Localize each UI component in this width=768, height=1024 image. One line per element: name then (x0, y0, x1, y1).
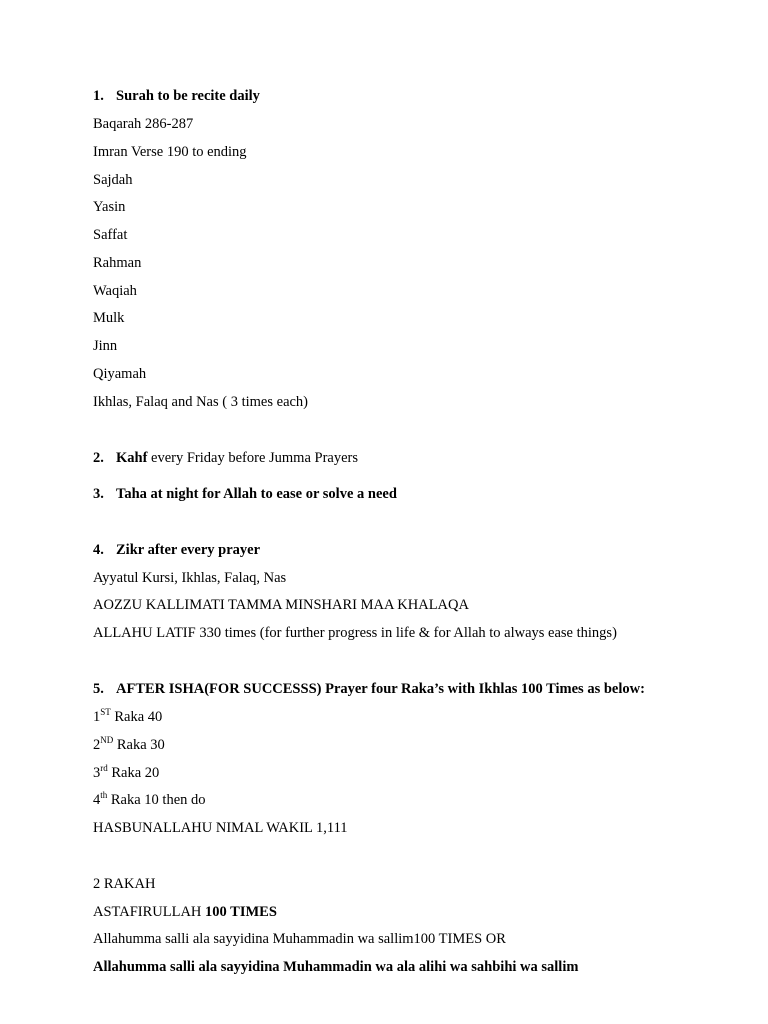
list-item: Sajdah (93, 172, 133, 188)
raka-line (93, 764, 159, 782)
astafirullah-count: 100 TIMES (205, 904, 277, 920)
list-item: Imran Verse 190 to ending (93, 144, 247, 160)
section-5-heading (93, 680, 645, 698)
section-3-heading (93, 485, 397, 503)
section-3-number: 3. (93, 486, 104, 502)
raka-number: 3 (93, 765, 101, 781)
raka-text: Raka 10 then do (107, 792, 206, 808)
raka-line (93, 736, 165, 754)
raka-ordinal: rd (100, 763, 108, 773)
section-5-number: 5. (93, 681, 104, 697)
raka-ordinal: ST (100, 707, 111, 717)
list-item: Ikhlas, Falaq and Nas ( 3 times each) (93, 394, 309, 410)
list-item: ALLAHU LATIF 330 times (for further progress in life & for Allah to always ease things) (93, 625, 617, 641)
section-3-title: Taha at night for Allah to ease or solve a need (116, 486, 397, 502)
list-item: Waqiah (93, 283, 137, 299)
astafirullah-line (93, 903, 277, 921)
list-item: AOZZU KALLIMATI TAMMA MINSHARI MAA KHALAQA (93, 597, 469, 613)
raka-text: Raka 40 (110, 709, 163, 725)
section-1-number: 1. (93, 88, 104, 104)
raka-number: 4 (93, 792, 101, 808)
raka-text: Raka 30 (113, 737, 165, 753)
list-item: Qiyamah (93, 366, 147, 382)
raka-number: 2 (93, 737, 101, 753)
section-5-title: AFTER ISHA(FOR SUCCESSS) Prayer four Raka’s with Ikhlas 100 Times as below: (116, 681, 645, 697)
raka-text: Raka 20 (107, 765, 160, 781)
list-item: Saffat (93, 227, 128, 243)
section-2-line (93, 449, 358, 467)
section-2-bold: Kahf (116, 450, 148, 466)
section-2-number: 2. (93, 450, 104, 466)
list-item: Mulk (93, 310, 125, 326)
list-item: Yasin (93, 199, 126, 215)
astafirullah-text: ASTAFIRULLAH (93, 904, 206, 920)
list-item: Ayyatul Kursi, Ikhlas, Falaq, Nas (93, 570, 287, 586)
salawat-full-line: Allahumma salli ala sayyidina Muhammadin wa ala alihi wa sahbihi wa sallim (93, 959, 579, 975)
raka-line (93, 791, 206, 809)
raka-ordinal: th (100, 790, 108, 800)
raka-ordinal: ND (100, 735, 114, 745)
raka-line (93, 708, 162, 726)
raka-number: 1 (93, 709, 101, 725)
section-1-heading (93, 87, 260, 105)
section-4-heading (93, 541, 260, 559)
list-item: Baqarah 286-287 (93, 116, 194, 132)
section-4-title: Zikr after every prayer (116, 542, 261, 558)
hasbunallah-line: HASBUNALLAHU NIMAL WAKIL 1,111 (93, 820, 348, 836)
list-item: Rahman (93, 255, 142, 271)
two-rakah-title: 2 RAKAH (93, 876, 156, 892)
section-2-text: every Friday before Jumma Prayers (147, 450, 359, 466)
salawat-line: Allahumma salli ala sayyidina Muhammadin wa sallim100 TIMES OR (93, 931, 506, 947)
section-1-title: Surah to be recite daily (116, 88, 260, 104)
list-item: Jinn (93, 338, 118, 354)
section-4-number: 4. (93, 542, 104, 558)
